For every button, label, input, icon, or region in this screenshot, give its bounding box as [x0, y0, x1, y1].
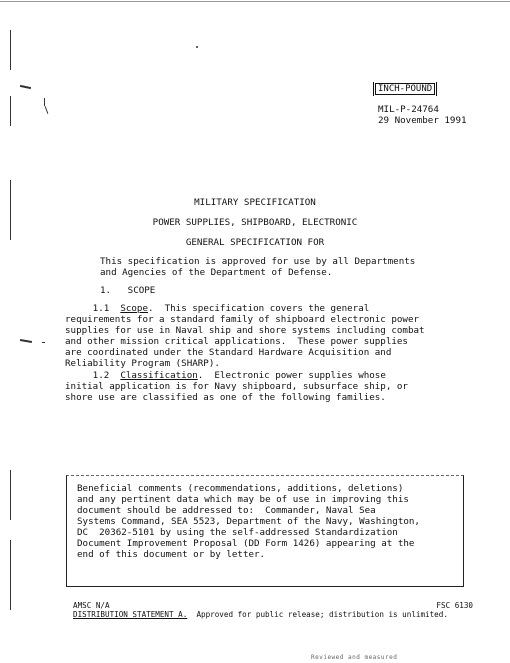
approval-statement — [100, 256, 415, 278]
distribution-text: Approved for public release; distribution is unlimited. — [187, 610, 448, 619]
paragraph-1-1 — [65, 303, 425, 369]
paragraph-title-scope: Scope — [120, 303, 148, 314]
title-military-specification: MILITARY SPECIFICATION — [194, 197, 316, 208]
paragraph-line: and other mission critical applications. These power supplies — [65, 336, 408, 347]
paragraph-line: initial application is for Navy shipboard, subsurface ship, or — [65, 381, 408, 392]
amsc-code: AMSC N/A — [73, 601, 110, 610]
comments-line: end of this document or by letter. — [77, 549, 266, 560]
document-date: 29 November 1991 — [378, 115, 467, 126]
comments-text — [77, 483, 420, 560]
title-power-supplies: POWER SUPPLIES, SHIPBOARD, ELECTRONIC — [152, 217, 358, 228]
paragraph-line: Reliability Program (SHARP). — [65, 358, 220, 369]
approval-line: and Agencies of the Department of Defense. — [100, 267, 333, 278]
paragraph-line: supplies for use in Naval ship and shore systems including combat — [65, 325, 425, 336]
paragraph-line: shore use are classified as one of the following families. — [65, 392, 386, 403]
fsc-code: FSC 6130 — [436, 601, 473, 610]
comments-line: Systems Command, SEA 5523, Department of the Navy, Washington, — [77, 516, 420, 527]
distribution-label: DISTRIBUTION STATEMENT A. — [73, 610, 188, 619]
paragraph-title-classification: Classification — [120, 370, 198, 381]
beneficial-comments-box — [66, 475, 464, 587]
inch-pound-stamp: INCH-POUND — [375, 83, 435, 95]
comments-line: Beneficial comments (recommendations, additions, deletions) — [77, 483, 404, 494]
comments-line: Document Improvement Proposal (DD Form 1426) appearing at the — [77, 538, 415, 549]
document-id: MIL-P-24764 — [378, 104, 439, 115]
section-heading-scope: 1. SCOPE — [100, 285, 156, 296]
title-general-specification: GENERAL SPECIFICATION FOR — [185, 237, 325, 248]
paragraph-text: . This specification covers the general — [148, 303, 370, 314]
approval-line: This specification is approved for use by all Departments — [100, 256, 416, 267]
bottom-cut-off-text: Reviewed and measured — [311, 654, 398, 661]
comments-line: DC 20362-5101 by using the self-addressed Standardization — [77, 527, 398, 538]
paragraph-number: 1.1 — [65, 303, 121, 314]
paragraph-text: . Electronic power supplies whose — [197, 370, 386, 381]
top-scan-line — [0, 1, 510, 2]
paragraph-line: requirements for a standard family of shipboard electronic power — [65, 314, 420, 325]
paragraph-number: 1.2 — [65, 370, 121, 381]
paragraph-line: are coordinated under the Standard Hardware Acquisition and — [65, 347, 392, 358]
comments-line: and any pertinent data which may be of use in improving this — [77, 494, 409, 505]
distribution-statement — [73, 610, 448, 619]
comments-line: document should be addressed to: Commander, Naval Sea — [77, 505, 376, 516]
paragraph-1-2 — [65, 370, 408, 403]
